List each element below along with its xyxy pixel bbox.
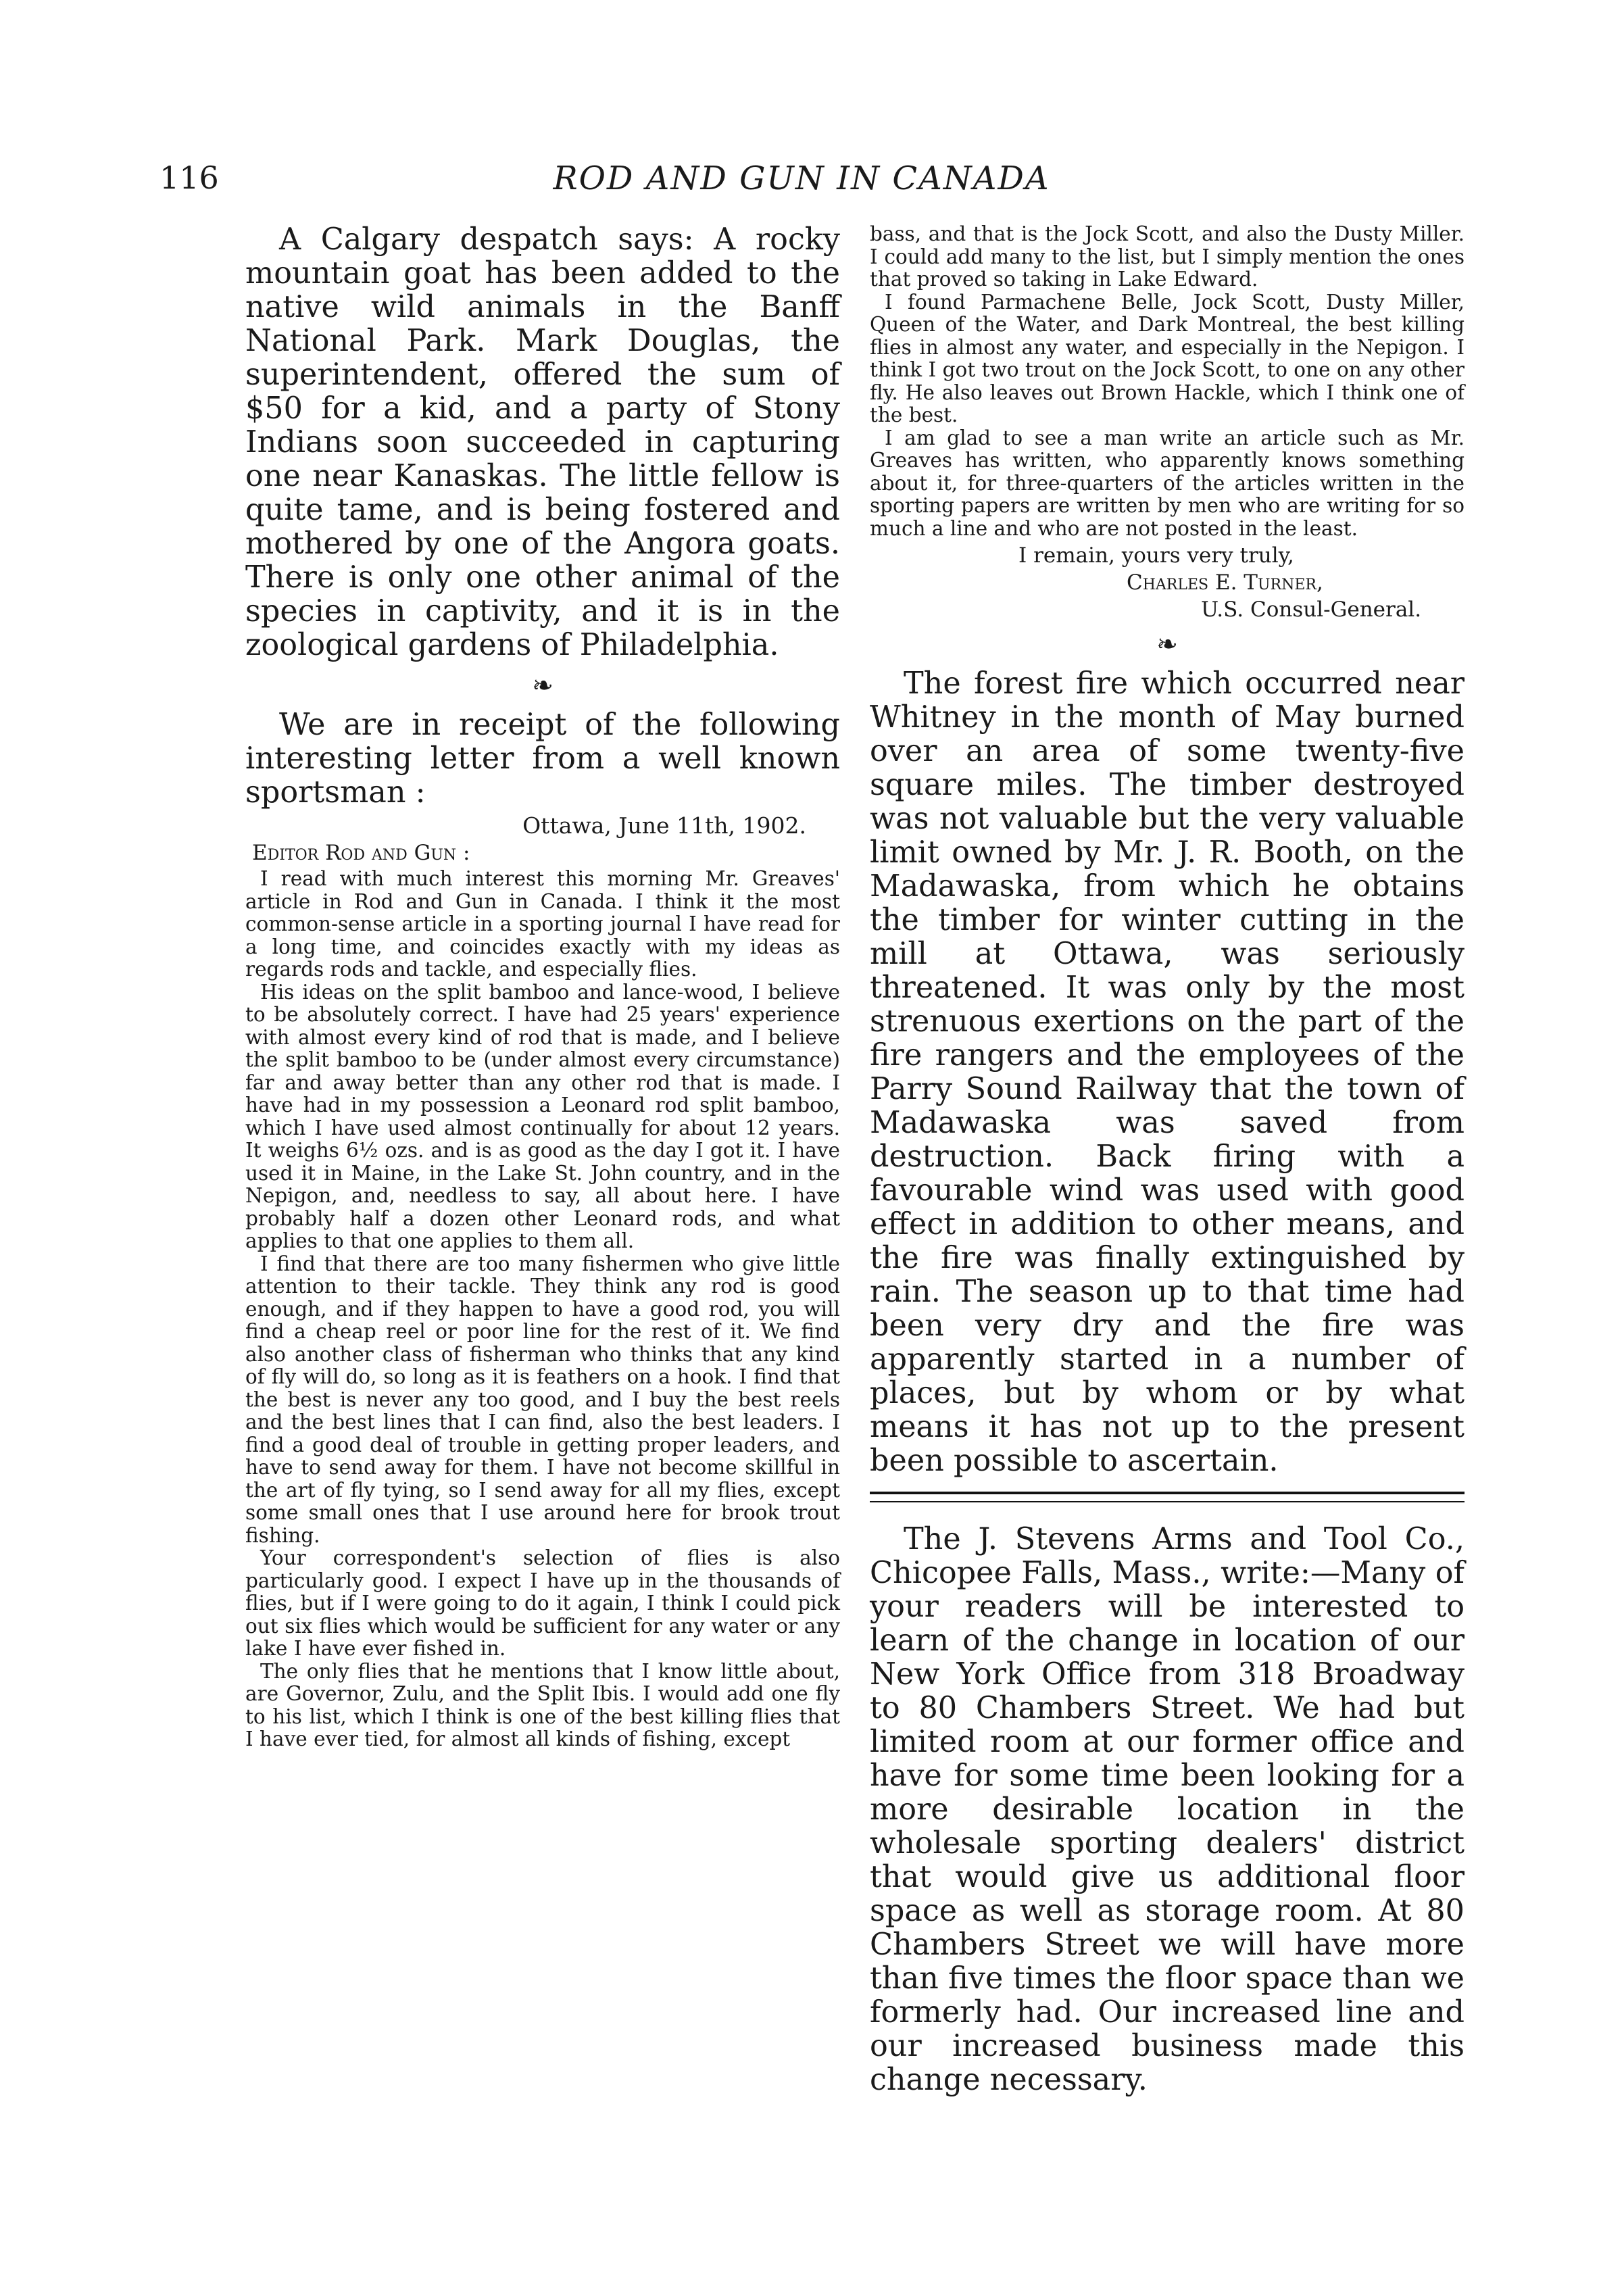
right-column: [870, 223, 1465, 2097]
letter-signature-title: U.S. Consul-General.: [1201, 597, 1422, 622]
letter-signature: Charles E. Turner,: [1127, 570, 1323, 595]
calgary-goat-item: A Calgary despatch says: A rocky mountain goat has been added to the native wild animals in the Banff National Park. Mark Douglas, the superintendent, offered the sum of $50 for a kid, and a party of Stony Indians soon succeeded in capturing one near Kanaskas. The little fellow is quite tame, and is being fostered and mothered by one of the Angora goats. There is only one other animal of the species in captivity, and it is in the zoological gardens of Philadelphia.: [245, 222, 840, 662]
letter-dateline: Ottawa, June 11th, 1902.: [522, 812, 806, 839]
letter-salutation: Editor Rod and Gun :: [252, 841, 470, 865]
page-number: 116: [159, 159, 219, 196]
forest-fire-item: The forest fire which occurred near Whitney in the month of May burned over an area of some twenty-five square miles. The timber destroyed was not valuable but the very valuable limit owned by Mr. J. R. Booth, on the Madawaska, from which he obtains the timber for winter cutting in the mill at Ottawa, was seriously threatened. It was only by the most strenuous exertions on the part of the fire rangers and the employees of the Parry Sound Railway that the town of Madawaska was saved from destruction. Back firing with a favourable wind was used with good effect in addition to other means, and the fire was finally extinguished by rain. The season up to that time had been very dry and the fire was apparently started in a number of places, but by whom or by what means it has not up to the present been possible to ascertain.: [870, 666, 1465, 1478]
left-column: [245, 223, 840, 1751]
letter-paragraph: I am glad to see a man write an article such as Mr. Greaves has written, who apparently knows something about it, for three-quarters of the articles written in the sporting papers are written by men who are writing for so much a line and who are not posted in the least.: [870, 426, 1465, 540]
letter-paragraph: His ideas on the split bamboo and lance-wood, I believe to be absolutely correct. I have had 25 years' experience with almost every kind of rod that is made, and I believe the split bamboo to be (under almost every circumstance) far and away better than any other rod that is made. I have had in my possession a Leonard rod split bamboo, which I have used almost continually for about 12 years. It weighs 6½ ozs. and is as good as the day I got it. I have used it in Maine, in the Lake St. John country, and in the Nepigon, and, needless to say, all about here. I have probably half a dozen other Leonard rods, and what applies to that one applies to them all.: [245, 980, 840, 1252]
running-title: ROD AND GUN IN CANADA: [553, 159, 1050, 197]
letter-paragraph: I found Parmachene Belle, Jock Scott, Dusty Miller, Queen of the Water, and Dark Montreal, the best killing flies in almost any water, and especially in the Nepigon. I think I got two trout on the Jock Scott, to one on any other fly. He also leaves out Brown Hackle, which I think one of the best.: [870, 290, 1465, 426]
double-rule-divider: [870, 1492, 1465, 1502]
page-header: [159, 159, 1444, 214]
letter-closing: I remain, yours very truly,: [1018, 543, 1294, 568]
letter-intro: We are in receipt of the following interesting letter from a well known sportsman :: [245, 708, 840, 810]
fleuron-ornament-icon: ❧: [532, 670, 553, 700]
fleuron-ornament-icon: ❧: [1156, 629, 1178, 659]
letter-paragraph: The only flies that he mentions that I know little about, are Governor, Zulu, and the Split Ibis. I would add one fly to his list, which I think is one of the best killing flies that I have ever tied, for almost all kinds of fishing, except: [245, 1659, 840, 1750]
stevens-arms-notice: The J. Stevens Arms and Tool Co., Chicopee Falls, Mass., write:—Many of your readers will be interested to learn of the change in location of our New York Office from 318 Broadway to 80 Chambers Street. We had but limited room at our former office and have for some time been looking for a more desirable location in the wholesale sporting dealers' district that would give us additional floor space as well as storage room. At 80 Chambers Street we will have more than five times the floor space than we formerly had. Our increased line and our increased business made this change necessary.: [870, 1522, 1465, 2097]
letter-paragraph: I find that there are too many fishermen who give little attention to their tackle. They think any rod is good enough, and if they happen to have a good rod, you will find a cheap reel or poor line for the rest of it. We find also another class of fisherman who thinks that any kind of fly will do, so long as it is feathers on a hook. I find that the best is never any too good, and I buy the best reels and the best lines that I can find, also the best leaders. I find a good deal of trouble in getting proper leaders, and have to send away for them. I have not become skillful in the art of fly tying, so I send away for all my flies, except some small ones that I use around here for brook trout fishing.: [245, 1252, 840, 1547]
letter-paragraph: I read with much interest this morning Mr. Greaves' article in Rod and Gun in Canada. I think it the most common-sense article in a sporting journal I have read for a long time, and coincides exactly with my ideas as regards rods and tackle, and especially flies.: [245, 867, 840, 981]
letter-paragraph: Your correspondent's selection of flies is also particularly good. I expect I have up in the thousands of flies, but if I were going to do it again, I think I could pick out six flies which would be sufficient for any water or any lake I have ever fished in.: [245, 1546, 840, 1660]
letter-paragraph-continued: bass, and that is the Jock Scott, and also the Dusty Miller. I could add many to the list, but I simply mention the ones that proved so taking in Lake Edward.: [870, 222, 1465, 291]
